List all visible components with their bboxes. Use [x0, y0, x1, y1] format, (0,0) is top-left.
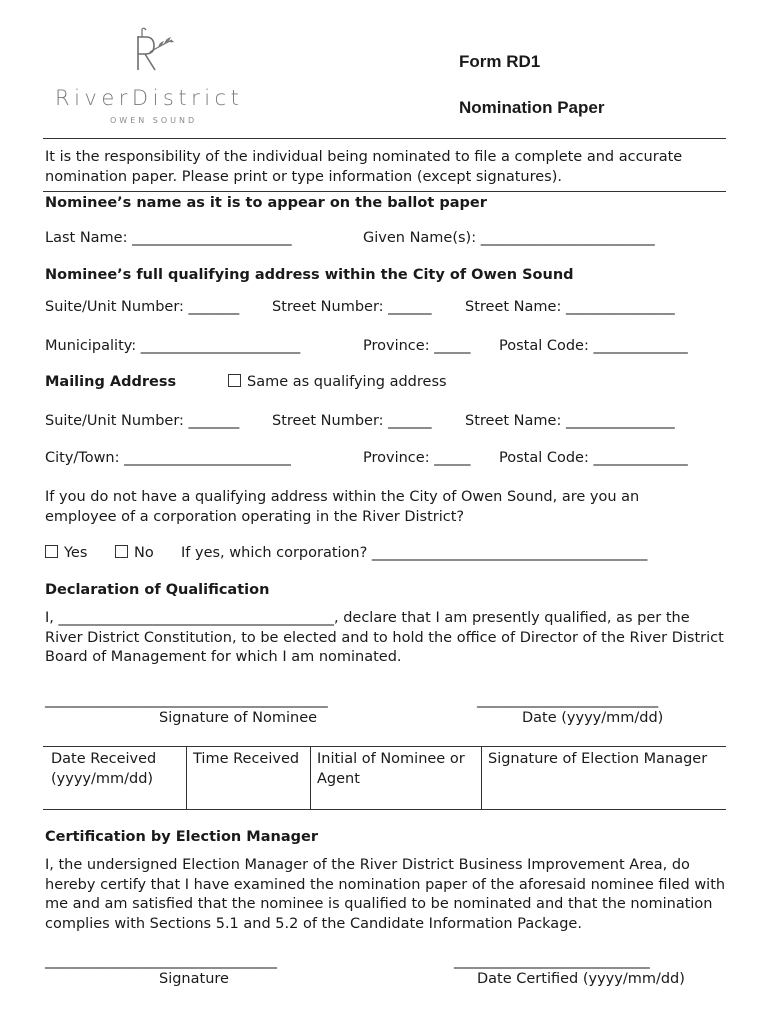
no-checkbox[interactable] [115, 545, 128, 558]
street-name-field[interactable]: Street Name: _______________ [465, 299, 675, 315]
same-as-checkbox[interactable] [228, 374, 241, 387]
yes-checkbox[interactable] [45, 545, 58, 558]
office-use-table [45, 747, 726, 809]
nominee-signature-line[interactable]: _______________________________________ [45, 692, 328, 708]
mailing-address-heading: Mailing Address [45, 374, 177, 390]
certification-date-line[interactable]: ___________________________ [454, 953, 650, 969]
logo-wordmark: RiverDistrict [55, 86, 244, 110]
address-section-heading: Nominee’s full qualifying address within the City of Owen Sound [45, 267, 574, 283]
certification-heading: Certification by Election Manager [45, 829, 318, 845]
mailing-suite-unit-field[interactable]: Suite/Unit Number: _______ [45, 413, 240, 429]
table-row [45, 747, 726, 809]
street-number-field[interactable]: Street Number: ______ [272, 299, 432, 315]
mailing-postal-code-field[interactable]: Postal Code: _____________ [499, 450, 688, 466]
no-label: No [134, 545, 154, 561]
date-received-cell: Date Received (yyyy/mm/dd) [51, 751, 157, 787]
declaration-text: I, ______________________________________, declare that I am presently qualified, as per the River District Constitution, to be elected and to hold the office of Director of the River District Board of Management for which I am nominated. [45, 610, 724, 665]
certification-signature-label: Signature [159, 971, 229, 987]
same-as-label: Same as qualifying address [247, 374, 447, 390]
suite-unit-field[interactable]: Suite/Unit Number: _______ [45, 299, 240, 315]
corporation-field[interactable]: If yes, which corporation? ______________________________________ [181, 545, 648, 561]
no-option[interactable] [115, 545, 154, 561]
intro-text: It is the responsibility of the individual being nominated to file a complete and accurate nomination paper. Please print or type information (except signatures). [45, 149, 683, 185]
nominee-signature-label: Signature of Nominee [159, 710, 318, 726]
time-received-cell: Time Received [187, 747, 311, 809]
declaration-heading: Declaration of Qualification [45, 582, 270, 598]
last-name-field[interactable]: Last Name: ______________________ [45, 230, 292, 246]
employee-question: If you do not have a qualifying address within the City of Owen Sound, are you an employee of a corporation operating in the River District? [45, 489, 640, 525]
postal-code-field[interactable]: Postal Code: _____________ [499, 338, 688, 354]
form-title: Nomination Paper [459, 98, 605, 117]
nominee-date-line[interactable]: _________________________ [477, 692, 659, 708]
mailing-street-name-field[interactable]: Street Name: _______________ [465, 413, 675, 429]
divider [43, 191, 726, 192]
nominee-date-label: Date (yyyy/mm/dd) [522, 710, 664, 726]
certification-signature-line[interactable]: ________________________________ [45, 953, 277, 969]
city-town-field[interactable]: City/Town: _______________________ [45, 450, 291, 466]
name-section-heading: Nominee’s name as it is to appear on the ballot paper [45, 195, 487, 211]
same-as-qualifying-option[interactable] [228, 374, 447, 390]
table-bottom-rule [43, 809, 726, 810]
mailing-province-field[interactable]: Province: _____ [363, 450, 471, 466]
province-field[interactable]: Province: _____ [363, 338, 471, 354]
logo-monogram-icon [128, 24, 178, 74]
yes-label: Yes [64, 545, 88, 561]
mailing-street-number-field[interactable]: Street Number: ______ [272, 413, 432, 429]
municipality-field[interactable]: Municipality: ______________________ [45, 338, 301, 354]
certification-text: I, the undersigned Election Manager of the River District Business Improvement Area, do hereby certify that I have examined the nomination paper of the aforesaid nominee filed with me and am satisfied that the nominee is qualified to be nominated and that the nomination complies with Sections 5.1 and 5.2 of the Candidate Information Package. [45, 857, 726, 932]
election-manager-signature-cell: Signature of Election Manager [482, 747, 727, 809]
form-number: Form RD1 [459, 52, 541, 71]
certification-date-label: Date Certified (yyyy/mm/dd) [477, 971, 685, 987]
yes-option[interactable] [45, 545, 87, 561]
given-names-field[interactable]: Given Name(s): ________________________ [363, 230, 655, 246]
divider [43, 138, 726, 139]
initial-cell: Initial of Nominee or Agent [311, 747, 482, 809]
logo-subtitle: OWEN SOUND [110, 116, 198, 125]
